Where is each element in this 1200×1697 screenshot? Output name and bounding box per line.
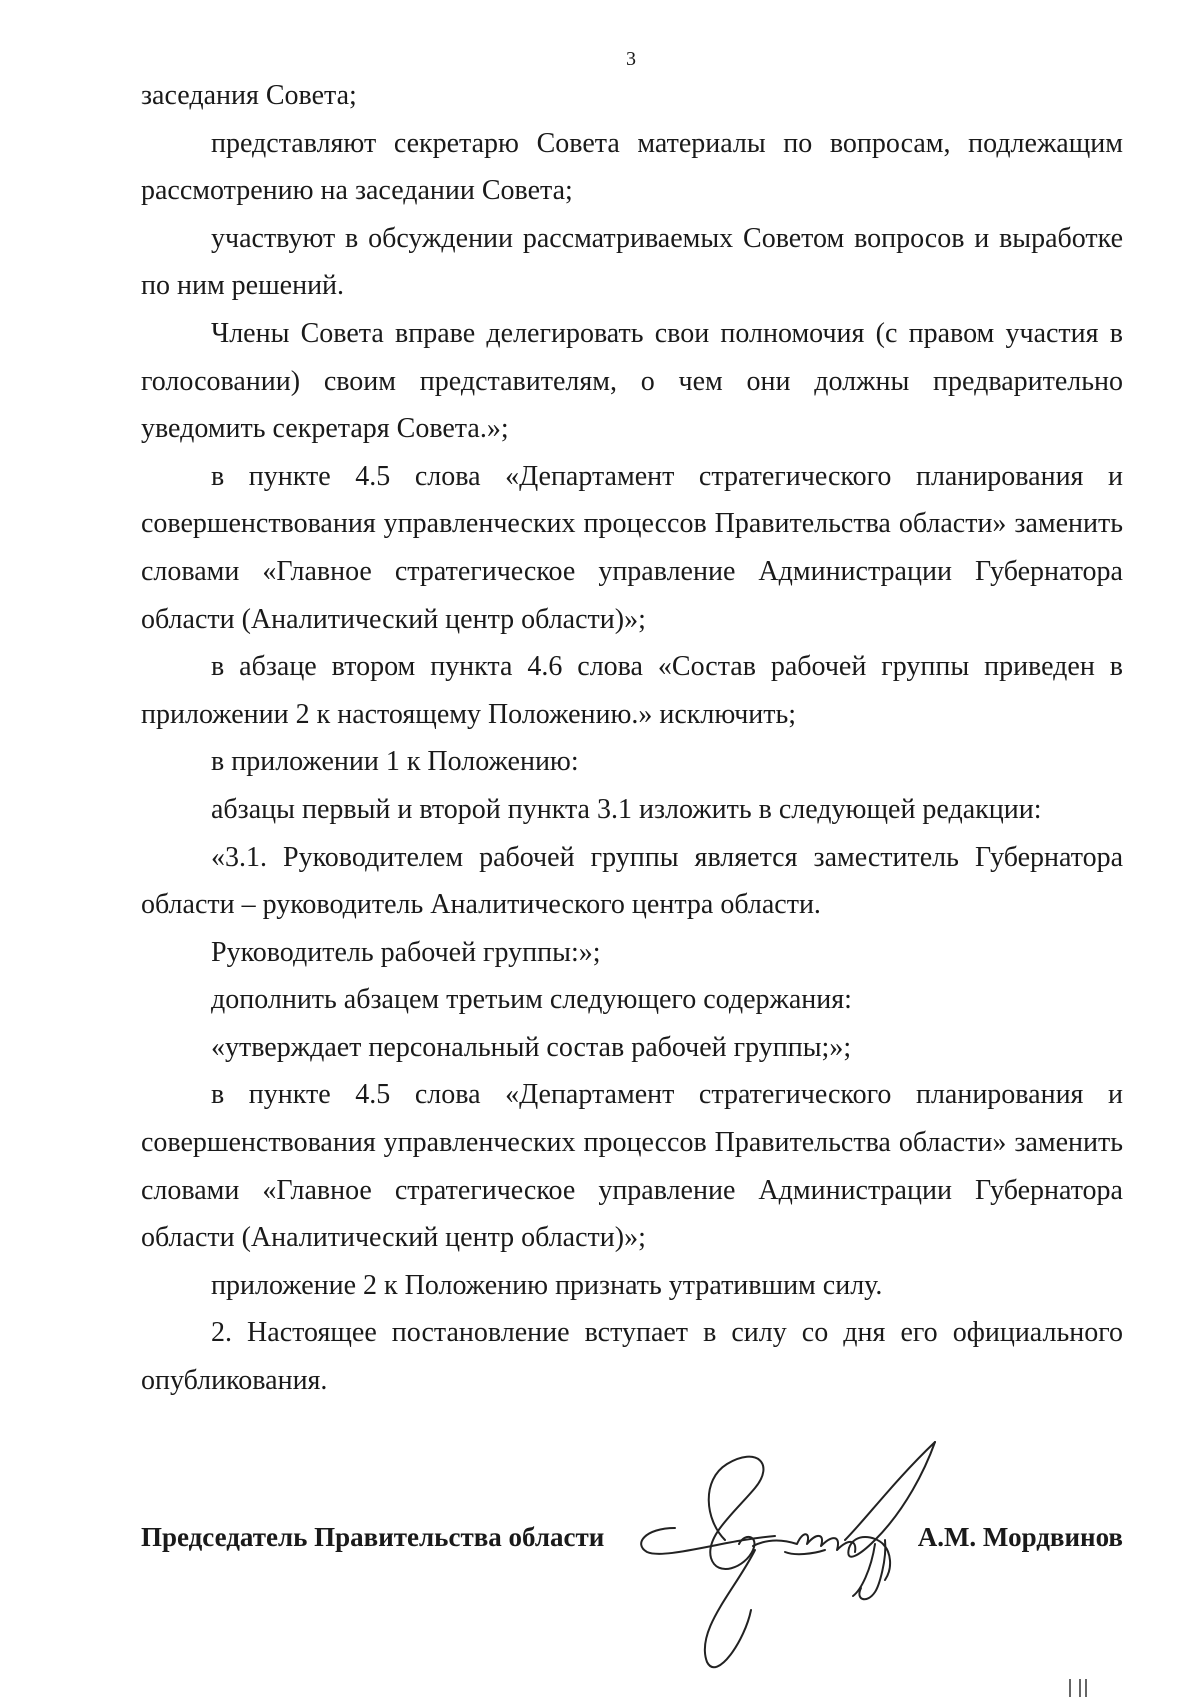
paragraph: Руководитель рабочей группы:»;: [211, 936, 601, 968]
paragraph: в пункте 4.5 слова «Департамент стратегического планирования и совершенствования управленческих процессов Правительства области» заменить словами «Главное стратегическое управление Администрации Губернатора области (Аналитический центр области)»;: [141, 1079, 1123, 1254]
signatory-name: А.М. Мордвинов: [917, 1522, 1123, 1552]
paragraph: «утверждает персональный состав рабочей группы;»;: [211, 1031, 852, 1063]
page-corner-mark-icon: [1062, 1675, 1092, 1697]
paragraph: приложение 2 к Положению признать утратившим силу.: [211, 1269, 883, 1301]
paragraph: «3.1. Руководителем рабочей группы является заместитель Губернатора области – руководитель Аналитического центра области.: [141, 841, 1123, 921]
handwritten-signature-icon: [635, 1440, 965, 1680]
paragraph: в пункте 4.5 слова «Департамент стратегического планирования и совершенствования управленческих процессов Правительства области» заменить словами «Главное стратегическое управление Администрации Губернатора области (Аналитический центр области)»;: [141, 460, 1123, 635]
paragraph: заседания Совета;: [141, 80, 357, 111]
paragraph: 2. Настоящее постановление вступает в силу со дня его официального опубликования.: [141, 1317, 1123, 1397]
page-number: 3: [626, 48, 636, 70]
paragraph: в приложении 1 к Положению:: [211, 746, 579, 778]
paragraph: дополнить абзацем третьим следующего содержания:: [211, 984, 852, 1016]
paragraph: участвуют в обсуждении рассматриваемых Советом вопросов и выработке по ним решений.: [141, 222, 1123, 302]
paragraph: Члены Совета вправе делегировать свои полномочия (с правом участия в голосовании) своим представителям, о чем они должны предварительно уведомить секретаря Совета.»;: [141, 317, 1123, 445]
paragraph: в абзаце втором пункта 4.6 слова «Состав рабочей группы приведен в приложении 2 к настоящему Положению.» исключить;: [141, 651, 1123, 730]
document-body: [141, 72, 1123, 1405]
paragraph: абзацы первый и второй пункта 3.1 изложить в следующей редакции:: [211, 793, 1042, 825]
paragraph: представляют секретарю Совета материалы по вопросам, подлежащим рассмотрению на заседании Совета;: [141, 127, 1123, 207]
signatory-position: Председатель Правительства области: [141, 1522, 605, 1552]
